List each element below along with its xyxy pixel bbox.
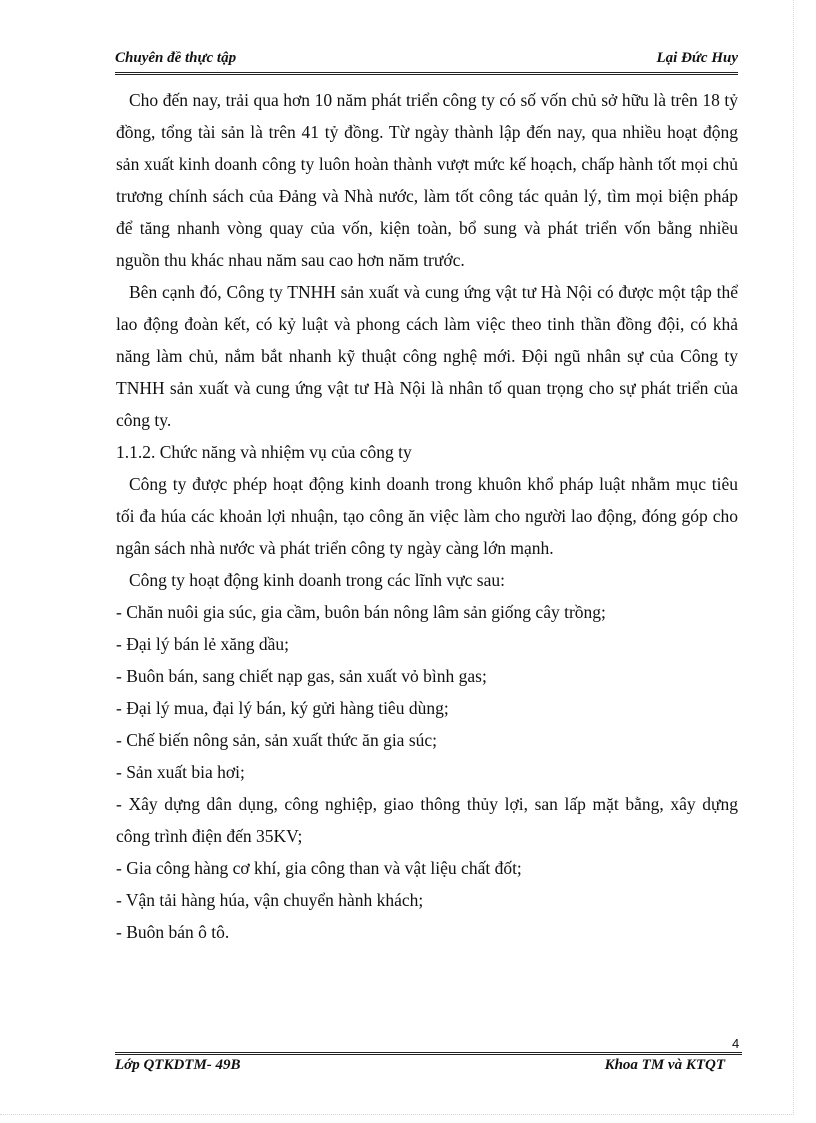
list-item: - Sản xuất bia hơi; xyxy=(116,762,245,782)
page-header xyxy=(115,50,738,67)
list-item: - Buôn bán ô tô. xyxy=(116,922,230,942)
page-edge-bottom xyxy=(0,1114,794,1115)
header-author: Lại Đức Huy xyxy=(656,50,738,66)
paragraph: Công ty được phép hoạt động kinh doanh trong khuôn khổ pháp luật nhằm mục tiêu tối đa húa các khoản lợi nhuận, tạo công ăn việc làm cho người lao động, đóng góp cho ngân sách nhà nước và phát triển công ty ngày càng lớn mạnh. xyxy=(116,474,738,558)
list-item: - Vận tải hàng húa, vận chuyển hành khách; xyxy=(116,890,424,910)
list-item: - Chăn nuôi gia súc, gia cầm, buôn bán nông lâm sản giống cây trồng; xyxy=(116,602,606,622)
paragraph: Cho đến nay, trải qua hơn 10 năm phát triển công ty có số vốn chủ sở hữu là trên 18 tỷ đồng, tổng tài sản là trên 41 tỷ đồng. Từ ngày thành lập đến nay, qua nhiều hoạt động sản xuất kinh doanh công ty luôn hoàn thành vượt mức kế hoạch, chấp hành tốt mọi chủ trương chính sách của Đảng và Nhà nước, làm tốt công tác quản lý, tìm mọi biện pháp để tăng nhanh vòng quay của vốn, kiện toàn, bổ sung và phát triển vốn bằng nhiều nguồn thu khác nhau năm sau cao hơn năm trước. xyxy=(116,90,738,270)
list-item: - Chế biến nông sản, sản xuất thức ăn gia súc; xyxy=(116,730,438,750)
list-item: - Đại lý mua, đại lý bán, ký gửi hàng tiêu dùng; xyxy=(116,698,449,718)
footer-rule xyxy=(115,1052,742,1055)
footer-class: Lớp QTKDTM- 49B xyxy=(115,1057,241,1073)
footer-faculty: Khoa TM và KTQT xyxy=(604,1057,725,1073)
paragraph: Công ty hoạt động kinh doanh trong các lĩnh vực sau: xyxy=(129,570,505,590)
list-item: - Buôn bán, sang chiết nạp gas, sản xuất vỏ bình gas; xyxy=(116,666,487,686)
page-footer xyxy=(115,1057,725,1074)
list-item: - Xây dựng dân dụng, công nghiệp, giao thông thủy lợi, san lấp mặt bằng, xây dựng công trình điện đến 35KV; xyxy=(116,794,738,846)
page-edge-right xyxy=(793,0,794,1115)
list-item: - Gia công hàng cơ khí, gia công than và vật liệu chất đốt; xyxy=(116,858,522,878)
section-heading: 1.1.2. Chức năng và nhiệm vụ của công ty xyxy=(116,442,412,462)
page-body xyxy=(116,84,738,948)
list-item: - Đại lý bán lẻ xăng dầu; xyxy=(116,634,290,654)
header-rule xyxy=(115,72,738,75)
paragraph: Bên cạnh đó, Công ty TNHH sản xuất và cung ứng vật tư Hà Nội có được một tập thể lao động đoàn kết, có kỷ luật và phong cách làm việc theo tinh thần đồng đội, có khả năng làm chủ, nắm bắt nhanh kỹ thuật công nghệ mới. Đội ngũ nhân sự của Công ty TNHH sản xuất và cung ứng vật tư Hà Nội là nhân tố quan trọng cho sự phát triển của công ty. xyxy=(116,282,738,430)
page-number: 4 xyxy=(732,1036,740,1051)
header-document-type: Chuyên đề thực tập xyxy=(115,50,237,66)
